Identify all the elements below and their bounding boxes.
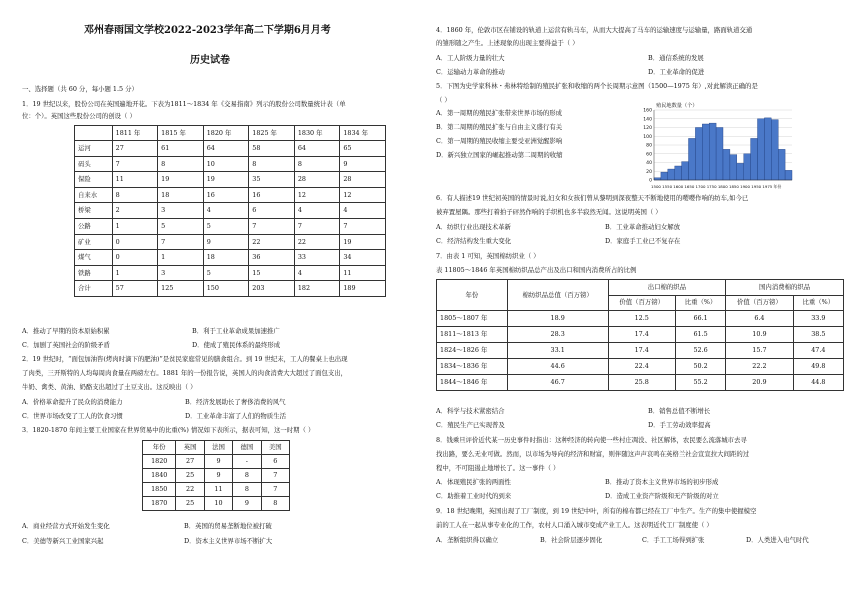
q4-option-d[interactable]: D．工业革命的促进 [648,68,705,76]
table-cell: 125 [158,281,204,297]
q1-option-b[interactable]: B．利于工业革命成果加速推广 [192,327,280,335]
q9-option-a[interactable]: A．垄断组织得以确立 [436,536,499,544]
q4-line1: 4．1860 年，伦敦市区在铺设的轨道上运营有轨马车，从而大大提高了马车的运输速度与运输量，路面轨道交通 [436,26,753,34]
section-heading: 一、选择题（共 60 分，每小题 1.5 分） [22,85,138,93]
table-cell: 27 [176,455,204,469]
y-tick-label: 80 [646,143,652,149]
y-tick-label: 140 [643,117,652,123]
q7-option-a[interactable]: A．科学与技术紧密结合 [436,407,505,415]
table-header-cell: 1811 年 [112,126,158,141]
table-row [75,172,386,188]
chart-bar [682,162,689,180]
table-cell: 10 [203,156,249,172]
table-cell: 5 [158,218,204,234]
table-cell: 码头 [75,156,113,172]
table-row [75,203,386,219]
table-cell: 18 [203,250,249,266]
table-cell: 47.4 [793,343,843,359]
table-cell: 22.4 [608,359,675,375]
table-header-cell: 1820 年 [203,126,249,141]
table-cell: 1811～1813 年 [437,327,508,343]
table-cell: 8 [261,497,289,511]
table-cell: 9 [340,156,386,172]
table-cell: 203 [249,281,295,297]
q1-line2: 位：个）。英国这些股份公司的创设（ ） [22,112,136,120]
chart-bar [709,123,716,180]
q4-option-b[interactable]: B．通信系统的发展 [648,54,704,62]
table-row [437,359,844,375]
q8-option-b[interactable]: B．推动了资本主义世界市场的初步形成 [605,478,719,486]
q7-head-domestic: 国内消费棉的织品 [726,280,844,296]
table-header-cell: 1830 年 [294,126,340,141]
table-cell: 1870 [143,497,176,511]
table-cell: 65 [340,141,386,157]
q6-option-d[interactable]: D．家庭手工业已不复存在 [605,237,681,245]
table-row [75,234,386,250]
q6-line1: 6．有人描述19 世纪初英国的情景时说,妇女和女孩们曾从黎明到深夜整天不断地使用的嘤嘤作响的纺车,如今已 [436,194,749,202]
q7-option-c[interactable]: C．殖民生产已实现普及 [436,421,505,429]
table-cell: 5 [203,218,249,234]
table-header-cell: 英国 [176,441,204,455]
table-header-row [143,441,290,455]
q6-option-a[interactable]: A．纺织行业出现技术革新 [436,223,511,231]
table-cell: 10 [204,497,232,511]
table-cell: 1840 [143,469,176,483]
table-row [143,497,290,511]
chart-bar [661,172,668,180]
table-cell: 合计 [75,281,113,297]
table-header-cell: 1825 年 [249,126,295,141]
q4-option-c[interactable]: C．运输动力革命的推动 [436,68,505,76]
table-row [75,281,386,297]
table-cell: 57 [112,281,158,297]
table-cell: 182 [294,281,340,297]
table-cell: 28 [340,172,386,188]
chart-bar [695,128,702,181]
table-cell: 9 [204,469,232,483]
table-cell: 3 [158,265,204,281]
q2-line3: 牛奶、禽类、黄油、奶酪支出超过了土豆支出。这反映出（ ） [22,383,197,391]
q5-option-a[interactable]: A．第一周期的殖民扩张带来世界市场的形成 [436,109,563,117]
table-cell: 17.4 [608,327,675,343]
chart-title: 殖民地数量（个） [656,103,698,109]
table-cell: 8 [249,156,295,172]
table-cell: 自来水 [75,187,113,203]
table-cell: 19 [158,172,204,188]
q1-line1: 1．19 世纪以来，股份公司在英国遍地开花。下表为1811～1834 年《交易指南》列示的股份公司数量统计表（单 [22,100,346,108]
table-cell: 12.5 [608,311,675,327]
q5-option-c[interactable]: C．第一周期的殖民收缩主要受亚洲觉醒影响 [436,137,563,145]
table-cell: 33 [294,250,340,266]
table-row [75,156,386,172]
q1-option-c[interactable]: C．加剧了英国社会的阶级矛盾 [22,341,110,349]
table-cell: 7 [158,234,204,250]
table-row [437,327,844,343]
chart-bar [764,118,771,180]
table-cell: 运河 [75,141,113,157]
chart-bar [778,149,785,180]
q3-option-d[interactable]: D．资本主义世界市场不断扩大 [184,537,273,545]
table-cell: 11 [112,172,158,188]
table-cell: 6 [261,455,289,469]
q2-option-d[interactable]: D．工业革命丰富了人们的物质生活 [185,412,286,420]
table-cell: 4 [294,265,340,281]
table-cell: 铁路 [75,265,113,281]
table-cell: 22.2 [726,359,793,375]
table-cell: 64 [203,141,249,157]
table-cell: 3 [158,203,204,219]
chart-bar [737,163,744,180]
table-cell: 煤气 [75,250,113,266]
q9-option-b[interactable]: B．社会阶层逐步固化 [540,536,603,544]
table-row [437,375,844,391]
table-cell: 9 [203,234,249,250]
table-row [75,141,386,157]
table-cell: - [233,455,261,469]
table-cell: 11 [340,265,386,281]
table-cell: 1 [112,218,158,234]
table-cell: 矿业 [75,234,113,250]
table-cell: 8 [112,187,158,203]
q2-option-c[interactable]: C．世界市场改变了工人的饮食习惯 [22,412,123,420]
table-cell: 22 [249,234,295,250]
q7-table [436,279,844,391]
q2-option-b[interactable]: B．经济发展助长了奢侈消费的风气 [185,398,286,406]
table-cell: 36 [249,250,295,266]
table-cell: 46.7 [507,375,608,391]
q3-line1: 3．1820-1870 年间主要工业国家在世界贸易中的比重(%) 情况如下表所示，据表可知，这一时期（ ） [22,426,315,434]
chart-bar [668,169,675,180]
table-cell: 8 [294,156,340,172]
q1-table [74,125,386,297]
q5-option-d[interactable]: D．新兴独立国家的崛起推动第二周期的收缩 [436,151,563,159]
table-row [75,250,386,266]
page-title: 邓州春雨国文学校2022-2023学年高二下学期6月月考 [84,25,331,36]
q7-sub-value: 价值（百万镑） [726,295,793,311]
table-row [75,218,386,234]
table-cell: 10.9 [726,327,793,343]
y-tick-label: 0 [649,178,652,184]
table-cell: 18.9 [507,311,608,327]
table-cell: 50.2 [675,359,725,375]
colony-chart [632,100,796,192]
table-cell: 6 [249,203,295,219]
chart-bar [751,138,758,180]
q9-option-d[interactable]: D．人类进入电气时代 [746,536,809,544]
q8-line2: 找出路，要么无业可做。然而，以市场为导向的经济和财富，则伴随这声声哀鸣在英格兰社会宣宣拉大间距的过 [436,450,750,458]
table-cell: 1 [112,265,158,281]
table-cell: 1 [158,250,204,266]
table-cell: 1844～1846 年 [437,375,508,391]
table-cell: 58 [249,141,295,157]
table-cell: 33.9 [793,311,843,327]
y-tick-label: 100 [643,134,652,140]
table-header-cell: 年份 [143,441,176,455]
table-cell: 1805～1807 年 [437,311,508,327]
q9-option-c[interactable]: C．手工工场得到扩张 [642,536,705,544]
table-cell: 4 [340,203,386,219]
q2-option-a[interactable]: A．价格革命提升了民众的消费能力 [22,398,123,406]
table-row [143,455,290,469]
chart-bar [675,166,682,180]
table-cell: 18 [158,187,204,203]
table-cell: 44.8 [793,375,843,391]
chart-bar [758,119,765,180]
y-tick-label: 20 [646,169,652,175]
q1-option-d[interactable]: D．使成了殖民体系的最终形成 [192,341,281,349]
q8-option-a[interactable]: A．体现殖民扩张的两面性 [436,478,511,486]
q7-option-b[interactable]: B．销售总值不断增长 [648,407,711,415]
table-header-cell: 德国 [233,441,261,455]
table-row [143,483,290,497]
q7-line1: 7．由表 1 可知，英国棉纺织业（ ） [436,252,540,260]
table-cell: 22 [176,483,204,497]
table-cell: 19 [340,234,386,250]
table-cell: 189 [340,281,386,297]
chart-bar [654,178,661,180]
table-cell: 19 [203,172,249,188]
table-cell: 9 [204,455,232,469]
table-row [143,469,290,483]
q3-option-a[interactable]: A．商业经营方式开始发生变化 [22,522,110,530]
table-row [437,343,844,359]
table-header-cell: 美国 [261,441,289,455]
table-cell: 公路 [75,218,113,234]
table-cell: 52.6 [675,343,725,359]
table-cell: 1834～1836 年 [437,359,508,375]
q7-head-year: 年份 [437,280,508,311]
y-tick-label: 120 [643,126,652,132]
table-cell: 8 [158,156,204,172]
table-cell: 0 [112,234,158,250]
table-cell: 61 [158,141,204,157]
q1-option-a[interactable]: A．推动了早期的资本原始积累 [22,327,110,335]
table-cell: 16 [249,187,295,203]
q6-option-c[interactable]: C．经济结构发生重大变化 [436,237,512,245]
table-cell: 61.5 [675,327,725,343]
table-cell: 49.8 [793,359,843,375]
table-cell: 2 [112,203,158,219]
q2-line2: 了肉类，三开斯特的人均每周肉食量在两磅左右。1881 年的一份报告说，英国人的肉食消费大大超过了面包支出， [22,369,348,377]
table-cell: 1824～1826 年 [437,343,508,359]
table-cell: 64 [294,141,340,157]
y-tick-label: 60 [646,152,652,158]
table-cell: 66.1 [675,311,725,327]
table-cell: 28 [294,172,340,188]
q7-head-total: 棉纺织品总值（百万镑） [507,280,608,311]
q8-line3: 程中，不可阻遏止地增长了。这一事件（ ） [436,464,560,472]
table-cell: 11 [204,483,232,497]
table-cell: 7 [249,218,295,234]
table-cell: 20.9 [726,375,793,391]
q7-sub-ratio: 比重（%） [793,295,843,311]
q6-option-b[interactable]: B．工业革命推动妇女解放 [605,223,680,231]
table-cell: 55.2 [675,375,725,391]
table-cell: 16 [203,187,249,203]
table-cell: 7 [340,218,386,234]
table-row [437,311,844,327]
chart-bar [723,149,730,180]
table-cell: 17.4 [608,343,675,359]
q8-line1: 8．钱乘旦评价近代某一历史事件时指出：这种经济的转向使一些村庄凋没、社区解体，农民要么流落城市去寻 [436,436,747,444]
q3-option-c[interactable]: C．美德等新兴工业国家兴起 [22,537,104,545]
table-cell: 28.3 [507,327,608,343]
table-cell: 12 [340,187,386,203]
table-cell: 38.5 [793,327,843,343]
q7-sub-value: 价值（百万镑） [608,295,675,311]
table-header-cell: 法国 [204,441,232,455]
table-cell: 150 [203,281,249,297]
chart-bar [702,124,709,180]
table-cell: 1820 [143,455,176,469]
chart-bar [744,154,751,180]
table-cell: 8 [233,483,261,497]
table-header-row [75,126,386,141]
table-cell: 25 [176,469,204,483]
table-cell: 27 [112,141,158,157]
table-cell: 34 [340,250,386,266]
chart-bar [785,170,792,180]
table-cell: 35 [249,172,295,188]
q4-option-a[interactable]: A．工人阶级力量的壮大 [436,54,505,62]
chart-bar [771,120,778,180]
table-cell: 25 [176,497,204,511]
table-header-cell [75,126,113,141]
table-cell: 9 [233,497,261,511]
y-tick-label: 40 [646,161,652,167]
table-row [75,187,386,203]
y-tick-label: 160 [643,108,652,114]
table-cell: 15.7 [726,343,793,359]
chart-bar [730,155,737,180]
q3-option-b[interactable]: B．英国的贸易垄断地位被打破 [184,522,272,530]
q5-line1: 5．下图为史学家科林・弗林特绘制的殖民扩张和收缩的两个长周期示意图（1500—1975 年）,对此解读正确的是 [436,82,758,90]
table-cell: 12 [294,187,340,203]
chart-bar [716,128,723,181]
table-cell: 4 [294,203,340,219]
table-cell: 8 [233,469,261,483]
q5-option-b[interactable]: B．第二周期的殖民扩张与自由主义盛行有关 [436,123,563,131]
q7-head-export: 出口棉的织品 [608,280,726,296]
table-cell: 0 [112,250,158,266]
table-cell: 44.6 [507,359,608,375]
q9-line1: 9．18 世纪晚期，英国出现了工厂制度，到 19 世纪中叶，所有的棉布都已经在工厂中生产。生产的集中使握模空 [436,507,757,515]
table-cell: 7 [261,469,289,483]
q7-caption: 表 11805～1846 年英国棉纺织品总产出及出口和国内消费所占的比例 [436,266,637,274]
table-header-cell: 1815 年 [158,126,204,141]
table-row [75,265,386,281]
table-cell: 桥梁 [75,203,113,219]
table-header-cell: 1834 年 [340,126,386,141]
q7-sub-ratio: 比重（%） [675,295,725,311]
table-cell: 6.4 [726,311,793,327]
q8-option-d[interactable]: D．造成工业资产阶级和无产阶级的对立 [605,492,719,500]
q3-table [142,440,290,511]
q2-line1: 2．19 世纪时，“面包加油咨(烤肉时滴下的肥油)”是贫民家庭常见的膳食组合。到 19 世纪末，工人的餐桌上也出现 [22,355,348,363]
x-tick-labels: 1500 1550 1600 1650 1700 1750 1800 1850 1900 1950 1975 年份 [651,184,782,189]
table-cell: 保险 [75,172,113,188]
q9-line2: 前的工人在一起从事专业化的工作，农村人口涌入城市变成产业工人。这表明近代工厂制度使（ ） [436,521,713,529]
table-cell: 7 [294,218,340,234]
table-cell: 7 [112,156,158,172]
q7-option-d[interactable]: D．手工劳动效率提高 [648,421,711,429]
table-cell: 1850 [143,483,176,497]
table-cell: 7 [261,483,289,497]
q8-option-c[interactable]: C．助推着工业时代的到来 [436,492,512,500]
table-cell: 22 [294,234,340,250]
chart-bar [689,138,696,180]
table-cell: 5 [203,265,249,281]
table-cell: 33.1 [507,343,608,359]
page-subtitle: 历史试卷 [190,55,230,66]
q5-line2: （ ） [436,96,451,104]
q4-line2: 的雏形随之产生。上述现象的出现主要得益于（ ） [436,39,579,47]
table-cell: 15 [249,265,295,281]
q6-line2: 被弃置屋隅。那些打着拍子砰然作响的手织机也多半寂然无闻。这说明英国（ ） [436,208,662,216]
table-cell: 4 [203,203,249,219]
table-cell: 25.8 [608,375,675,391]
